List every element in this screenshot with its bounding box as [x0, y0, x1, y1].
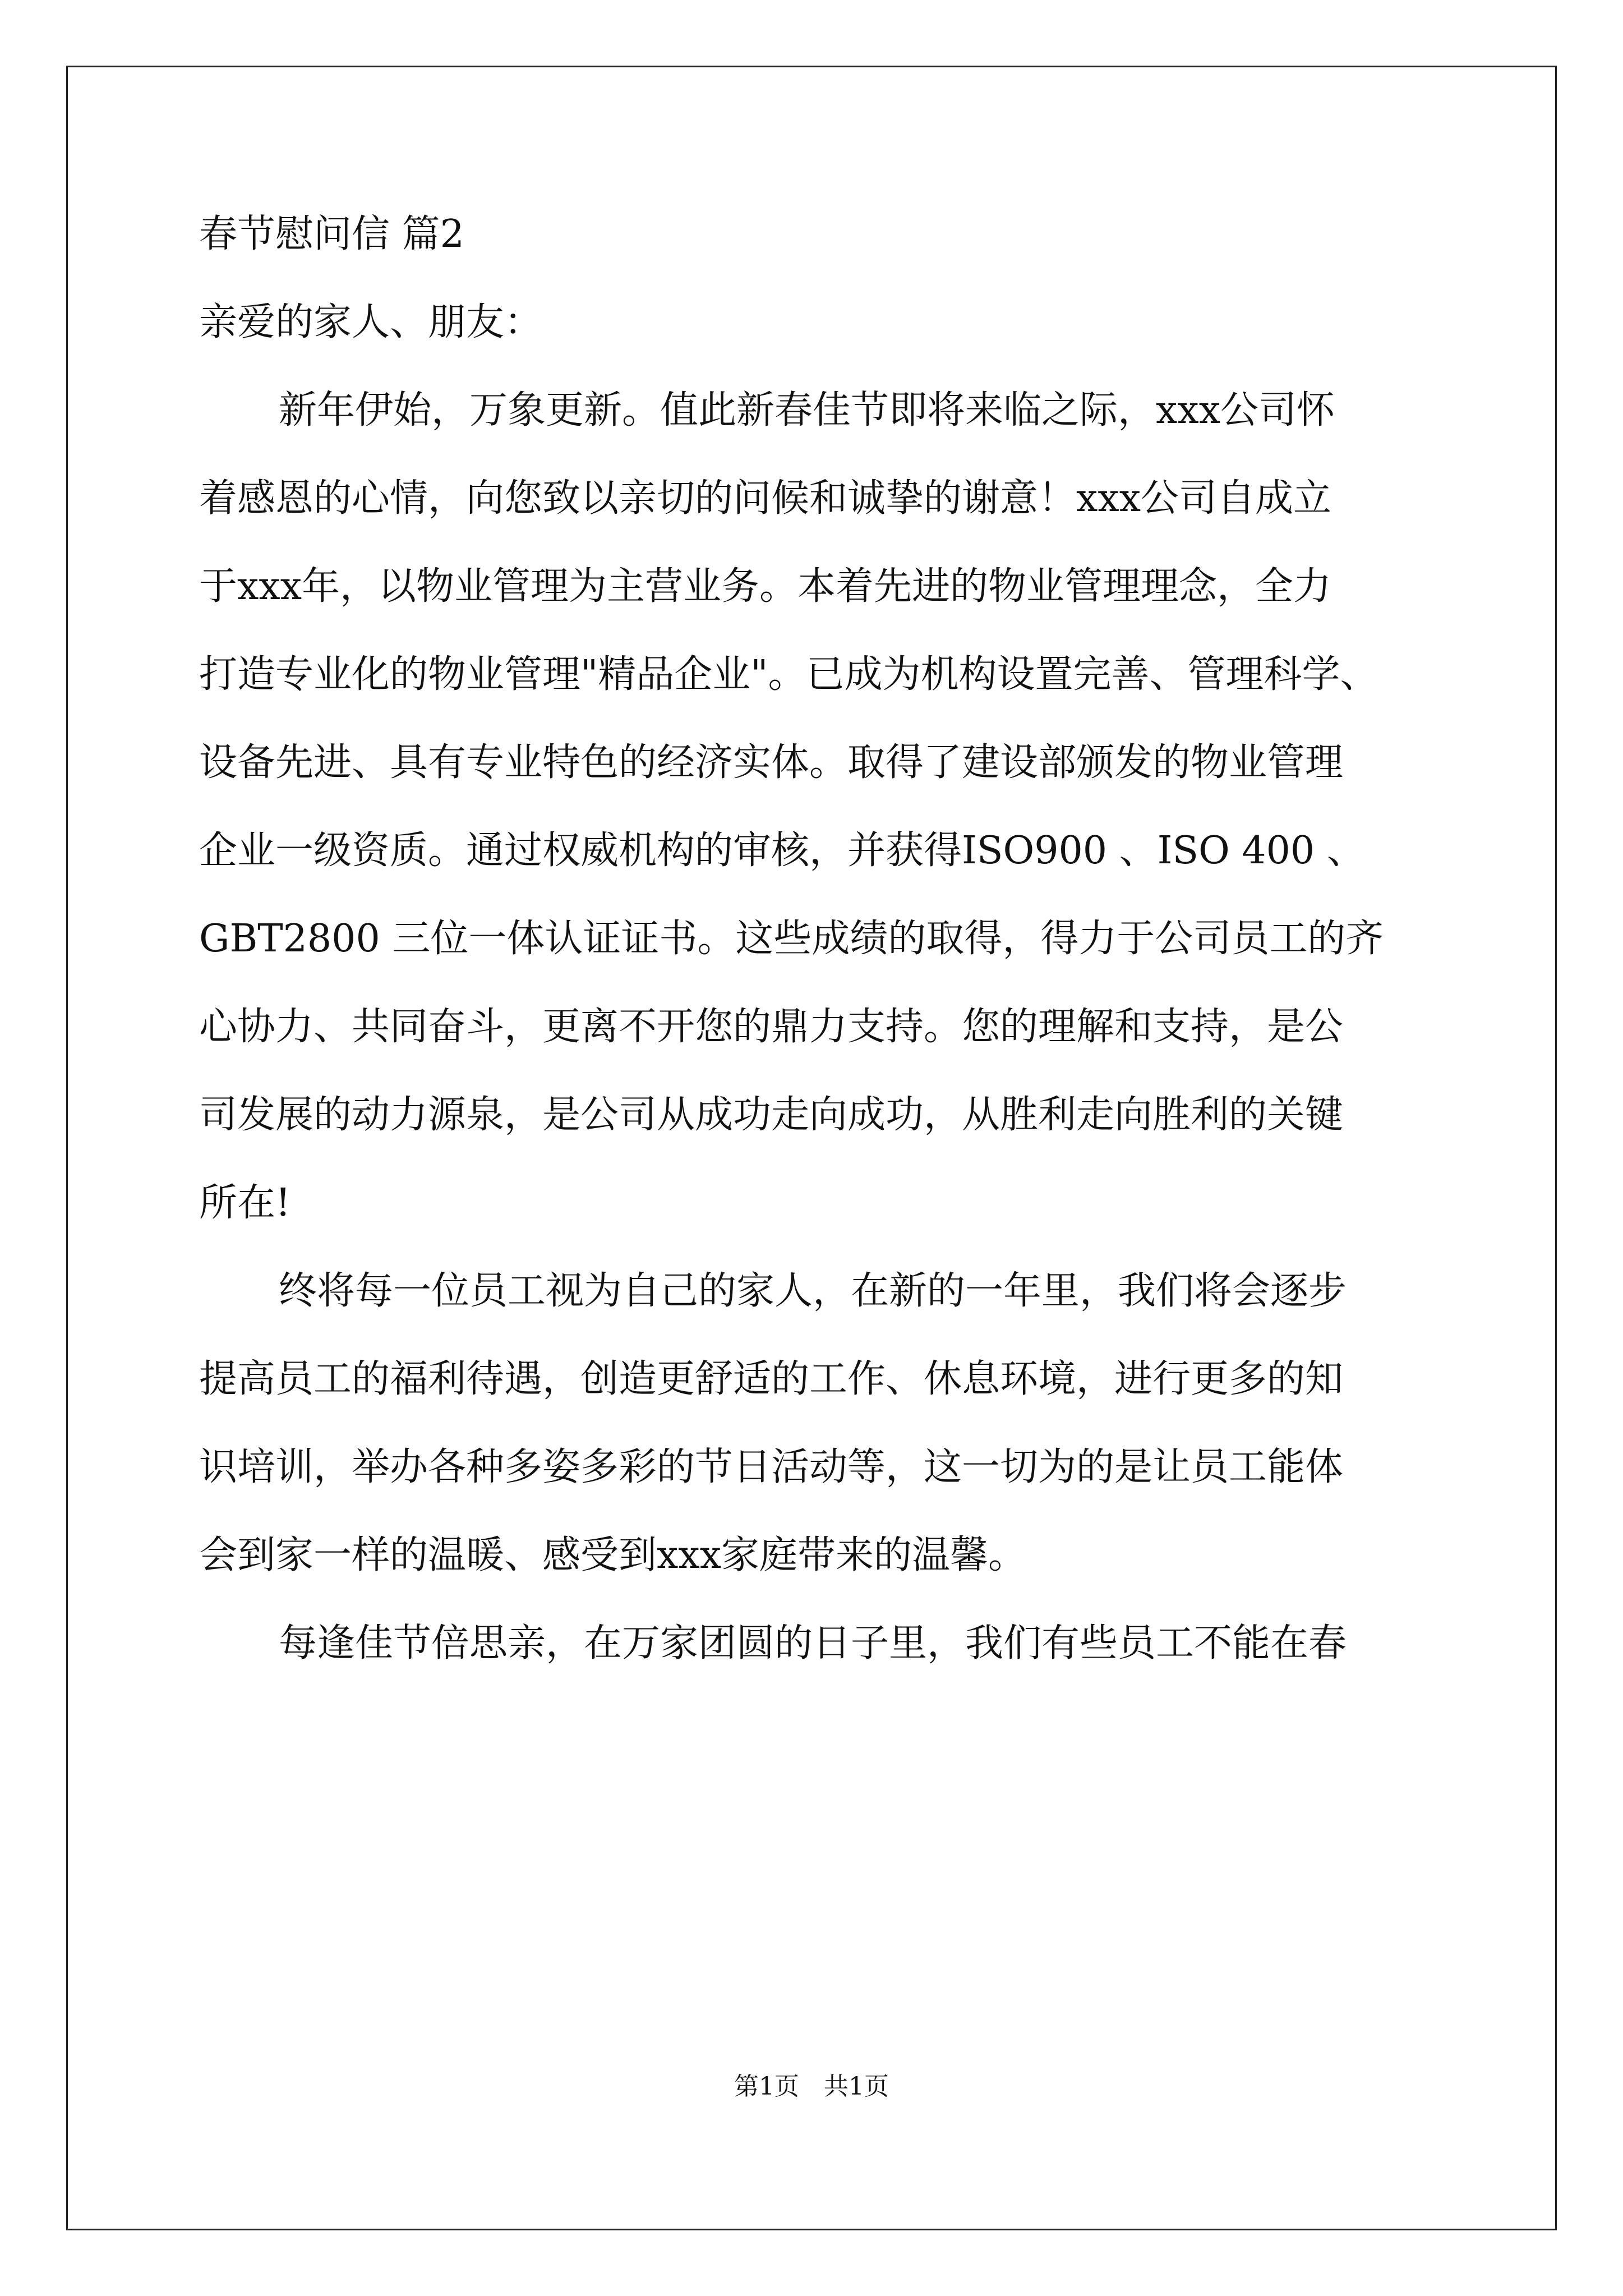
paragraph-1-line-4: 打造专业化的物业管理"精品企业"。已成为机构设置完善、管理科学、 — [199, 652, 1378, 697]
salutation: 亲爱的家人、朋友： — [199, 300, 543, 344]
page-footer: 第1页 共1页 — [734, 2072, 889, 2101]
paragraph-2-line-1: 终将每一位员工视为自己的家人，在新的一年里，我们将会逐步 — [279, 1269, 1347, 1313]
paragraph-1-line-6: 企业一级资质。通过权威机构的审核，并获得ISO900 、ISO 400 、 — [199, 829, 1365, 873]
paragraph-2-line-3: 识培训，举办各种多姿多彩的节日活动等，这一切为的是让员工能体 — [199, 1445, 1344, 1489]
paragraph-1-line-10: 所在! — [199, 1181, 291, 1225]
document-title: 春节慰问信 篇2 — [199, 212, 464, 256]
paragraph-1-line-8: 心协力、共同奋斗，更离不开您的鼎力支持。您的理解和支持，是公 — [199, 1005, 1344, 1049]
paragraph-1-line-9: 司发展的动力源泉，是公司从成功走向成功，从胜利走向胜利的关键 — [199, 1093, 1344, 1137]
paragraph-3-line-1: 每逢佳节倍思亲，在万家团圆的日子里，我们有些员工不能在春 — [279, 1621, 1347, 1665]
paragraph-1-line-7: GBT2800 三位一体认证证书。这些成绩的取得，得力于公司员工的齐 — [199, 917, 1384, 961]
paragraph-1-line-3: 于xxx年，以物业管理为主营业务。本着先进的物业管理理念，全力 — [199, 564, 1332, 609]
paragraph-1-line-5: 设备先进、具有专业特色的经济实体。取得了建设部颁发的物业管理 — [199, 740, 1344, 785]
paragraph-1-line-2: 着感恩的心情，向您致以亲切的问候和诚挚的谢意！xxx公司自成立 — [199, 476, 1332, 521]
paragraph-2-line-2: 提高员工的福利待遇，创造更舒适的工作、休息环境，进行更多的知 — [199, 1357, 1344, 1401]
paragraph-2-line-4: 会到家一样的温暖、感受到xxx家庭带来的温馨。 — [199, 1533, 1027, 1577]
paragraph-1-line-1: 新年伊始，万象更新。值此新春佳节即将来临之际，xxx公司怀 — [279, 388, 1335, 432]
